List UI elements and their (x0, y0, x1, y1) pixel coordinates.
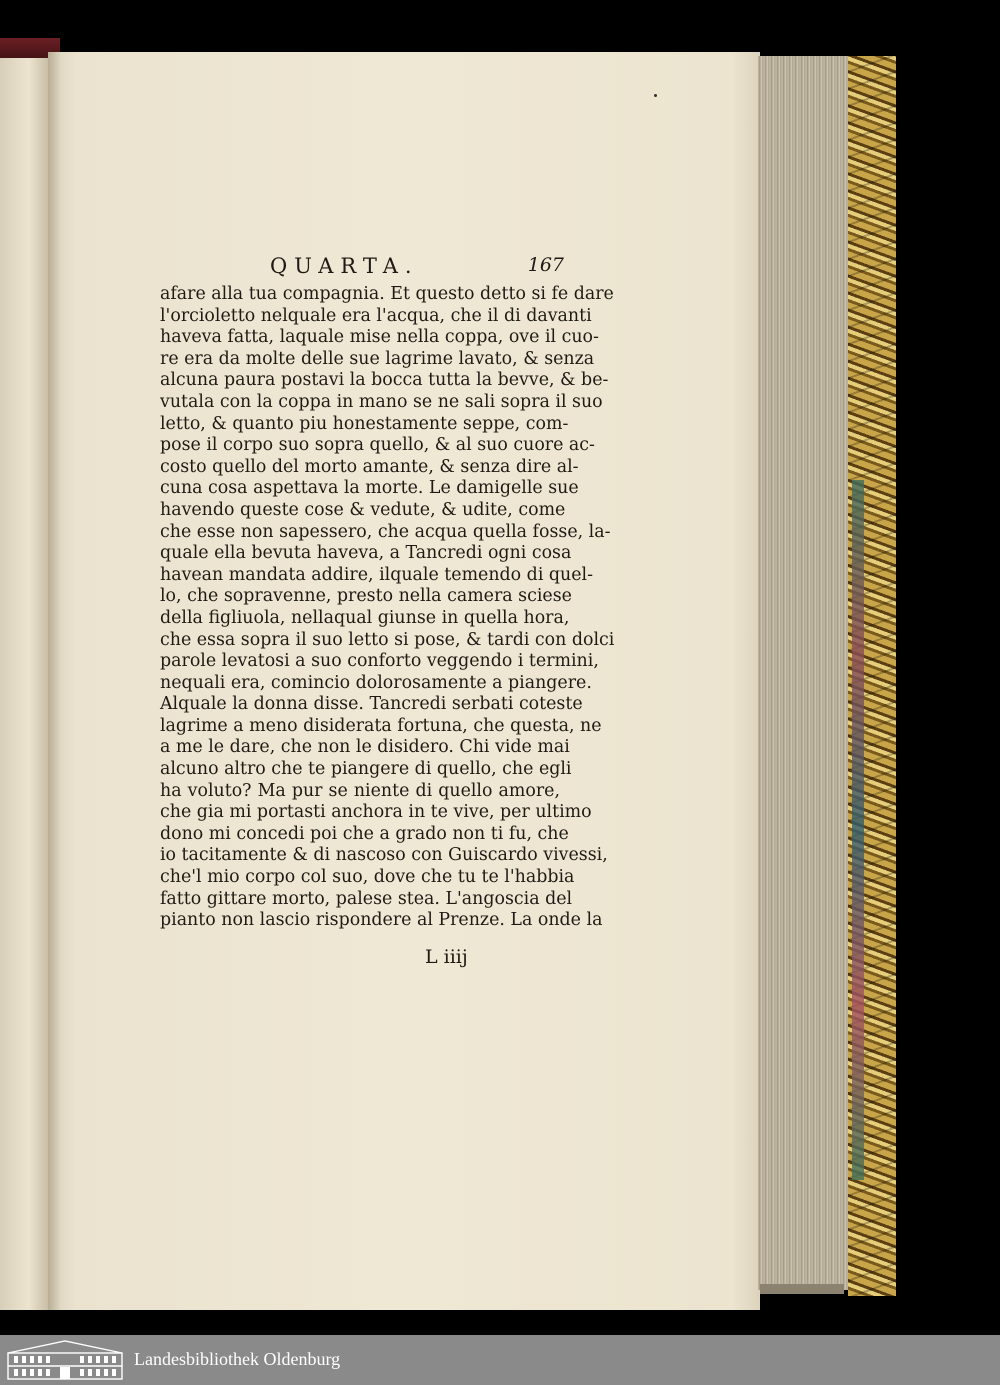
text-line: vutala con la coppa in mano se ne sali sopra il suo (160, 391, 603, 412)
left-page-fragment (0, 58, 48, 1310)
text-block (160, 254, 615, 932)
text-line: letto, & quanto piu honestamente seppe, com- (160, 413, 569, 434)
text-line: lagrime a meno disiderata fortuna, che questa, ne (160, 715, 602, 736)
footer-bar (0, 1335, 1000, 1385)
text-line: quale ella bevuta haveva, a Tancredi ogni cosa (160, 543, 572, 564)
page-number: 167 (527, 254, 564, 276)
text-line: pianto non lascio rispondere al Prenze. La onde la (160, 910, 603, 931)
text-line: Alquale la donna disse. Tancredi serbati coteste (160, 694, 583, 715)
text-line: costo quello del morto amante, & senza dire al- (160, 456, 579, 477)
library-building-icon (6, 1339, 124, 1381)
body-text (160, 284, 615, 932)
text-line: io tacitamente & di nascoso con Guiscardo vivessi, (160, 845, 608, 866)
page-gutter (48, 52, 62, 1310)
marbled-endpaper (852, 480, 864, 1180)
text-line: a me le dare, che non le disidero. Chi vide mai (160, 737, 570, 758)
text-line: havendo queste cose & vedute, & udite, come (160, 499, 566, 520)
running-head-title: QUARTA. (270, 254, 419, 278)
text-line: che gia mi portasti anchora in te vive, per ultimo (160, 802, 592, 823)
text-line: che'l mio corpo col suo, dove che tu te l'habbia (160, 867, 575, 888)
text-line: havean mandata addire, ilquale temendo di quel- (160, 564, 593, 585)
text-line: haveva fatta, laquale mise nella coppa, ove il cuo- (160, 327, 599, 348)
text-line: alcuno altro che te piangere di quello, che egli (160, 759, 572, 780)
text-line: afare alla tua compagnia. Et questo detto si fe dare (160, 284, 614, 304)
text-line: parole levatosi a suo conforto veggendo i termini, (160, 651, 599, 672)
text-line: lo, che sopravenne, presto nella camera sciese (160, 586, 572, 607)
text-line: re era da molte delle sue lagrime lavato, & senza (160, 348, 595, 369)
text-line: della figliuola, nellaqual giunse in quella hora, (160, 607, 570, 628)
text-line: cuna cosa aspettava la morte. Le damigelle sue (160, 478, 579, 499)
text-line: alcuna paura postavi la bocca tutta la bevve, & be- (160, 370, 609, 391)
text-line: fatto gittare morto, palese stea. L'angoscia del (160, 888, 573, 909)
paper-speck (654, 94, 657, 97)
text-line: pose il corpo suo sopra quello, & al suo cuore ac- (160, 435, 595, 456)
text-line: dono mi concedi poi che a grado non ti fu, che (160, 823, 569, 844)
signature-mark: L iiij (425, 946, 468, 968)
page-block-bottom (760, 1284, 844, 1294)
running-head (160, 254, 564, 284)
page-block-edges (758, 56, 850, 1290)
institution-name: Landesbibliothek Oldenburg (134, 1349, 341, 1369)
text-line: che esse non sapessero, che acqua quella fosse, la- (160, 521, 611, 542)
text-line: ha voluto? Ma pur se niente di quello amore, (160, 780, 560, 801)
text-line: che essa sopra il suo letto si pose, & tardi con dolci (160, 629, 615, 650)
text-line: l'orcioletto nelquale era l'acqua, che il di davanti (160, 305, 592, 326)
text-line: nequali era, comincio dolorosamente a piangere. (160, 672, 592, 693)
